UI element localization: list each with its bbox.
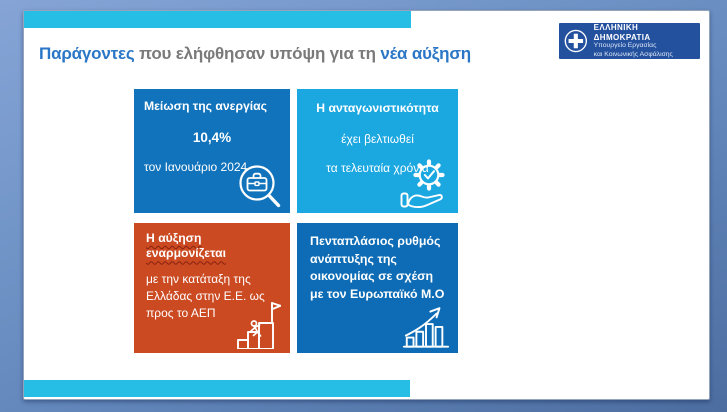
logo-ministry-line2: και Κοινωνικής Ασφάλισης	[593, 50, 673, 58]
card-gdp-alignment	[134, 223, 290, 353]
card-growth-heading: Πενταπλάσιος ρυθμός ανάπτυξης της οικονομίας σε σχέση με τον Ευρωπαϊκό Μ.Ο	[310, 234, 445, 301]
growth-bars-arrow-icon	[401, 303, 451, 349]
logo-text	[594, 23, 696, 59]
flag-on-steps-icon	[235, 297, 281, 349]
title-middle: που ελήφθησαν υπόψη για τη	[134, 44, 381, 63]
card-gdp-body: με την κατάταξη της Ελλάδας στην Ε.Ε. ως προς το ΑΕΠ	[146, 271, 265, 321]
presentation-slide	[23, 10, 710, 400]
greek-emblem-icon	[563, 28, 589, 54]
card-growth	[297, 223, 458, 353]
title-highlight-end: νέα αύξηση	[380, 44, 471, 63]
card-competitiveness-line2: έχει βελτιωθεί	[341, 132, 414, 147]
card-competitiveness	[297, 89, 458, 213]
card-competitiveness-line3: τα τελευταία χρόνια	[326, 161, 429, 176]
logo-country: ΕΛΛΗΝΙΚΗ ΔΗΜΟΚΡΑΤΙΑ	[593, 22, 651, 42]
gear-in-hand-icon	[396, 159, 452, 213]
logo-ministry-line1: Υπουργείο Εργασίας	[593, 42, 657, 50]
card-unemployment-heading: Μείωση της ανεργίας	[144, 99, 267, 113]
card-gdp-heading: Η αύξηση εναρμονίζεται	[146, 231, 227, 261]
title-highlight-start: Παράγοντες	[39, 44, 135, 63]
government-logo	[559, 23, 700, 59]
card-unemployment	[134, 89, 290, 213]
slide-title	[39, 44, 471, 64]
card-unemployment-value: 10,4%	[192, 130, 232, 146]
briefcase-magnifier-icon	[232, 161, 286, 211]
card-competitiveness-heading: Η ανταγωνιστικότητα	[316, 101, 439, 115]
top-accent-bar	[24, 11, 411, 28]
card-unemployment-caption: τον Ιανουάριο 2024	[144, 160, 248, 175]
bottom-accent-bar	[24, 380, 410, 397]
